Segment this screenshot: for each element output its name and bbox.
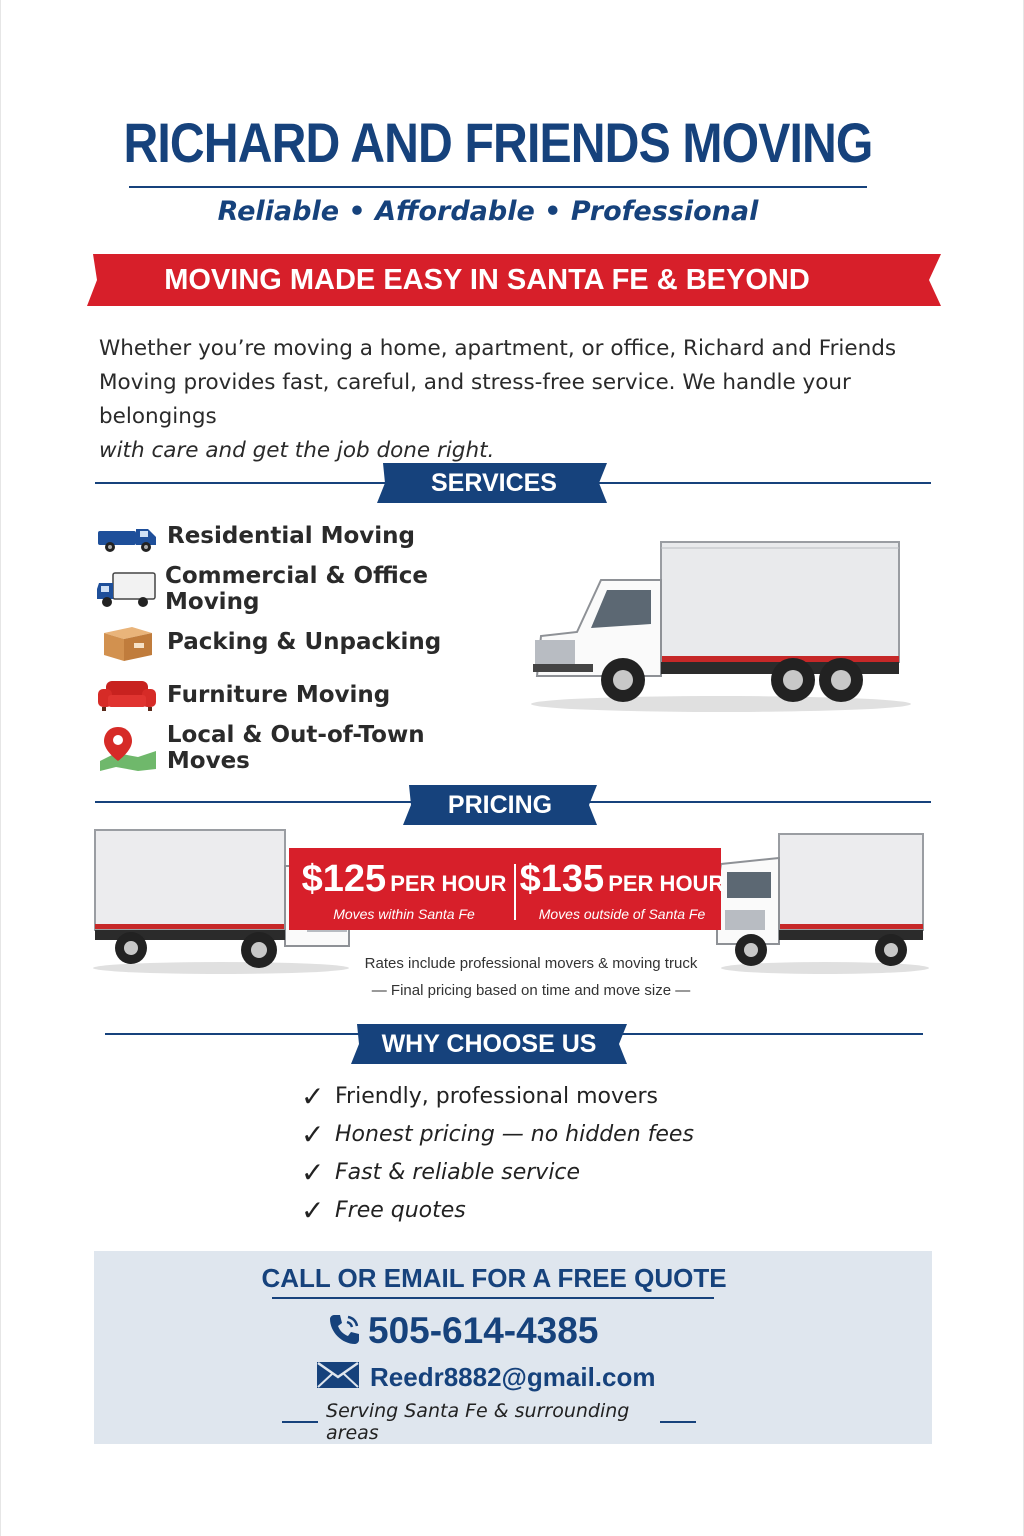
outside-price (515, 848, 729, 930)
final-pricing-note: — Final pricing based on time and move size — (371, 982, 691, 999)
outside-price-note: Moves outside of Santa Fe (538, 906, 706, 922)
contact-box (94, 1251, 932, 1444)
right-truck-image (715, 830, 929, 976)
service-item (95, 671, 390, 719)
email-row (316, 1357, 736, 1397)
price-band (289, 848, 725, 930)
local-price (297, 848, 511, 930)
why-item (301, 1116, 694, 1152)
box-truck-image (511, 536, 911, 716)
services-heading-text: SERVICES (431, 469, 557, 497)
company-title: RICHARD AND FRIENDS MOVING (123, 111, 873, 174)
title-underline (129, 186, 867, 188)
sofa-icon (95, 673, 159, 717)
pickup-truck-icon (95, 514, 159, 558)
service-item (95, 618, 441, 666)
service-label: Local & Out-of-Town Moves (166, 722, 425, 774)
headline-banner-text: MOVING MADE EASY IN SANTA FE & BEYOND (164, 264, 810, 296)
why-item (301, 1192, 466, 1228)
service-label: Packing & Unpacking (167, 629, 442, 655)
service-label: Commercial & Office Moving (165, 563, 428, 615)
why-item-label: Free quotes (335, 1197, 466, 1223)
local-price-amount: $125 (301, 858, 387, 900)
contact-cta-underline (272, 1297, 714, 1299)
outside-price-unit: PER HOUR (608, 871, 725, 896)
why-heading (351, 1024, 627, 1064)
serving-dash-right (660, 1421, 696, 1423)
intro-line-1: Whether you’re moving a home, apartment, or office, Richard and Friends (99, 336, 897, 361)
phone-number[interactable]: 505-614-4385 (368, 1310, 599, 1351)
service-label: Residential Moving (167, 523, 416, 549)
intro-line-2: Moving provides fast, careful, and stress-free service. We handle your belongings (99, 370, 851, 429)
service-label: Furniture Moving (167, 682, 391, 708)
checkmark-icon: ✓ (301, 1155, 325, 1189)
why-item-label: Honest pricing — no hidden fees (335, 1121, 694, 1147)
headline-banner (87, 254, 941, 306)
why-item (301, 1154, 580, 1190)
phone-row (326, 1307, 726, 1355)
tagline: Reliable • Affordable • Professional (217, 196, 759, 227)
checkmark-icon: ✓ (301, 1117, 325, 1151)
serving-text: Serving Santa Fe & surrounding areas (326, 1400, 630, 1444)
serving-area (274, 1400, 704, 1444)
local-price-note: Moves within Santa Fe (333, 906, 475, 922)
map-pin-icon (95, 726, 159, 770)
box-truck-icon (95, 567, 157, 611)
intro-paragraph (99, 332, 939, 468)
service-item (95, 724, 515, 772)
service-item (95, 512, 415, 560)
pricing-heading (403, 785, 597, 825)
why-item-label: Fast & reliable service (335, 1159, 581, 1185)
service-item (95, 565, 515, 613)
checkmark-icon: ✓ (301, 1193, 325, 1227)
rates-note: Rates include professional movers & moving truck (364, 955, 698, 972)
contact-cta: CALL OR EMAIL FOR A FREE QUOTE (261, 1263, 727, 1293)
outside-price-amount: $135 (519, 858, 605, 900)
checkmark-icon: ✓ (301, 1079, 325, 1113)
envelope-icon (316, 1361, 360, 1394)
why-heading-text: WHY CHOOSE US (381, 1030, 597, 1058)
intro-line-3: with care and get the job done right. (99, 438, 495, 463)
local-price-unit: PER HOUR (390, 871, 507, 896)
email-address[interactable]: Reedr8882@gmail.com (370, 1361, 656, 1392)
pricing-heading-text: PRICING (447, 791, 553, 819)
phone-icon (326, 1311, 362, 1352)
serving-dash-left (282, 1421, 318, 1423)
cardboard-box-icon (95, 620, 159, 664)
services-heading (377, 463, 607, 503)
why-item-label: Friendly, professional movers (335, 1083, 659, 1109)
why-item (301, 1078, 658, 1114)
